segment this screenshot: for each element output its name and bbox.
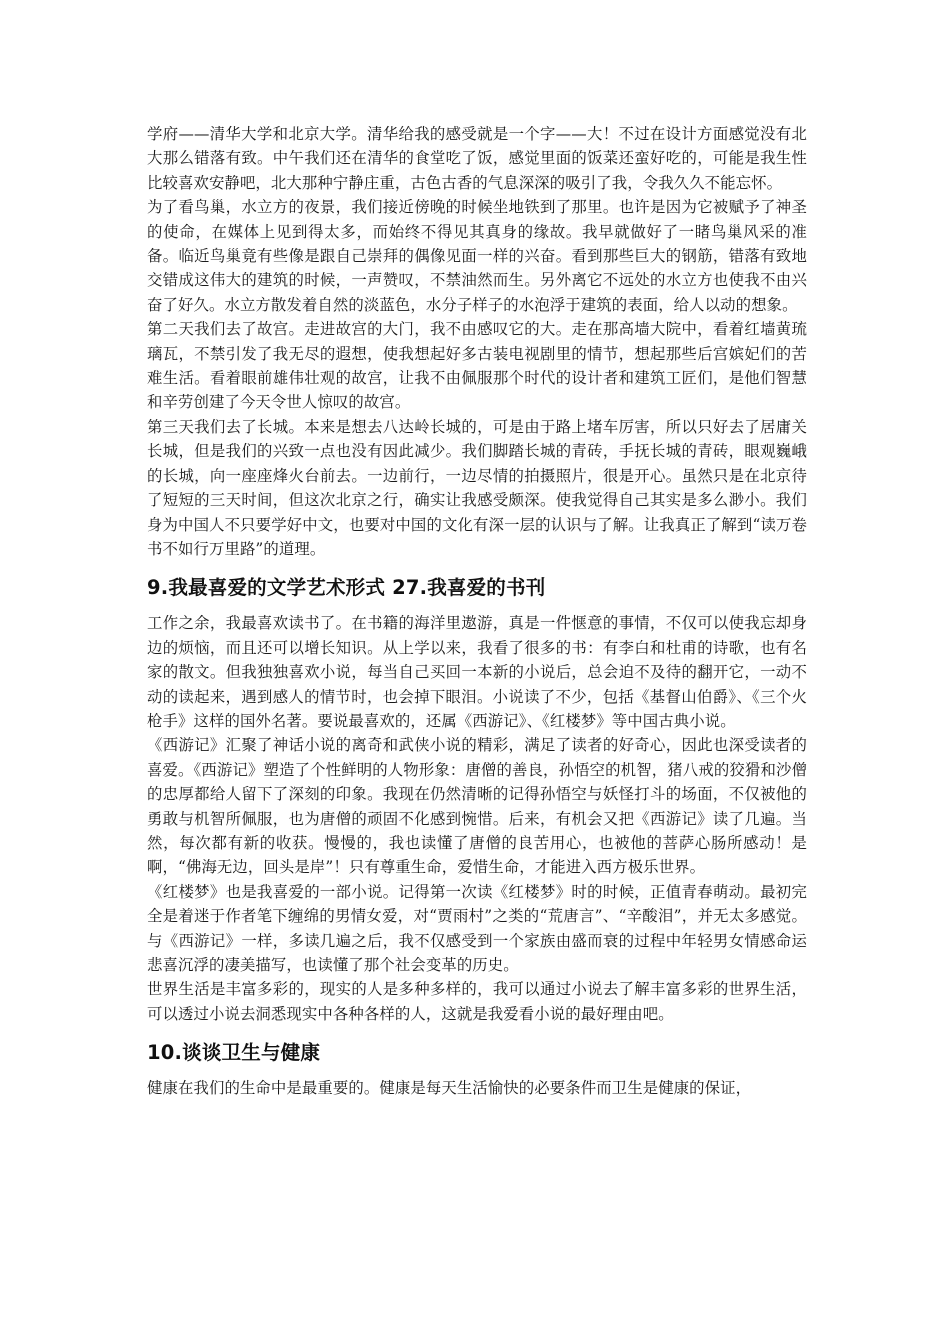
body-paragraph: 学府——清华大学和北京大学。清华给我的感受就是一个字——大！不过在设计方面感觉没有北大那么错落有致。中午我们还在清华的食堂吃了饭，感觉里面的饭菜还蛮好吃的，可能是我生性比较喜欢安静吧，北大那种宁静庄重，古色古香的气息深深的吸引了我，令我久久不能忘怀。 <box>147 125 807 192</box>
body-paragraph: 工作之余，我最喜欢读书了。在书籍的海洋里遨游，真是一件惬意的事情，不仅可以使我忘却身边的烦恼，而且还可以增长知识。从上学以来，我看了很多的书：有李白和杜甫的诗歌，也有名家的散文。但我独独喜欢小说，每当自己买回一本新的小说后，总会迫不及待的翻开它，一动不动的读起来，遇到感人的情节时，也会掉下眼泪。小说读了不少，包括《基督山伯爵》、《三个火枪手》这样的国外名著。要说最喜欢的，还属《西游记》、《红楼梦》等中国古典小说。 <box>147 614 807 730</box>
body-paragraph: 第三天我们去了长城。本来是想去八达岭长城的，可是由于路上堵车厉害，所以只好去了居庸关长城，但是我们的兴致一点也没有因此减少。我们脚踏长城的青砖，手抚长城的青砖，眼观巍峨的长城，向一座座烽火台前去。一边前行，一边尽情的拍摄照片，很是开心。虽然只是在北京待了短短的三天时间，但这次北京之行，确实让我感受颇深。使我觉得自己其实是多么渺小。我们身为中国人不只要学好中文，也要对中国的文化有深一层的认识与了解。让我真正了解到“读万卷书不如行万里路”的道理。 <box>147 417 807 558</box>
body-paragraph: 为了看鸟巢，水立方的夜景，我们接近傍晚的时候坐地铁到了那里。也许是因为它被赋予了神圣的使命，在媒体上见到得太多，而始终不得见其真身的缘故。我早就做好了一睹鸟巢风采的准备。临近鸟巢竟有些像是跟自己崇拜的偶像见面一样的兴奋。看到那些巨大的钢筋，错落有致地交错成这伟大的建筑的时候，一声赞叹，不禁油然而生。另外离它不远处的水立方也使我不由兴奋了好久。水立方散发着自然的淡蓝色，水分子样子的水泡浮于建筑的表面，给人以动的想象。 <box>147 198 807 314</box>
document-page <box>147 122 807 1101</box>
body-paragraph: 《西游记》汇聚了神话小说的离奇和武侠小说的精彩，满足了读者的好奇心，因此也深受读者的喜爱。《西游记》塑造了个性鲜明的人物形象：唐僧的善良，孙悟空的机智，猪八戒的狡猾和沙僧的忠厚都给人留下了深刻的印象。我现在仍然清晰的记得孙悟空与妖怪打斗的场面，不仅被他的勇敢与机智所佩服，也为唐僧的顽固不化感到惋惜。后来，有机会又把《西游记》读了几遍。当然，每次都有新的收获。慢慢的，我也读懂了唐僧的良苦用心，也被他的菩萨心肠所感动！是啊，“佛海无边，回头是岸”！只有尊重生命，爱惜生命，才能进入西方极乐世界。 <box>147 736 807 877</box>
section-heading-10: 10.谈谈卫生与健康 <box>147 1041 321 1065</box>
body-paragraph: 世界生活是丰富多彩的，现实的人是多种多样的，我可以通过小说去了解丰富多彩的世界生活，可以透过小说去洞悉现实中各种各样的人，这就是我爱看小说的最好理由吧。 <box>147 980 807 1023</box>
body-paragraph: 健康在我们的生命中是最重要的。健康是每天生活愉快的必要条件而卫生是健康的保证， <box>147 1079 752 1098</box>
section-heading-9: 9.我最喜爱的文学艺术形式 27.我喜爱的书刊 <box>147 576 546 600</box>
body-paragraph: 第二天我们去了故宫。走进故宫的大门，我不由感叹它的大。走在那高墙大院中，看着红墙黄琉璃瓦，不禁引发了我无尽的遐想，使我想起好多古装电视剧里的情节，想起那些后宫嫔妃们的苦难生活。看着眼前雄伟壮观的故宫，让我不由佩服那个时代的设计者和建筑工匠们，是他们智慧和辛劳创建了今天令世人惊叹的故宫。 <box>147 320 807 412</box>
body-paragraph: 《红楼梦》也是我喜爱的一部小说。记得第一次读《红楼梦》时的时候，正值青春萌动。最初完全是着迷于作者笔下缠绵的男情女爱，对“贾雨村”之类的“荒唐言”、“辛酸泪”，并无太多感觉。与《西游记》一样，多读几遍之后，我不仅感受到一个家族由盛而衰的过程中年轻男女情感命运悲喜沉浮的凄美描写，也读懂了那个社会变革的历史。 <box>147 882 807 974</box>
